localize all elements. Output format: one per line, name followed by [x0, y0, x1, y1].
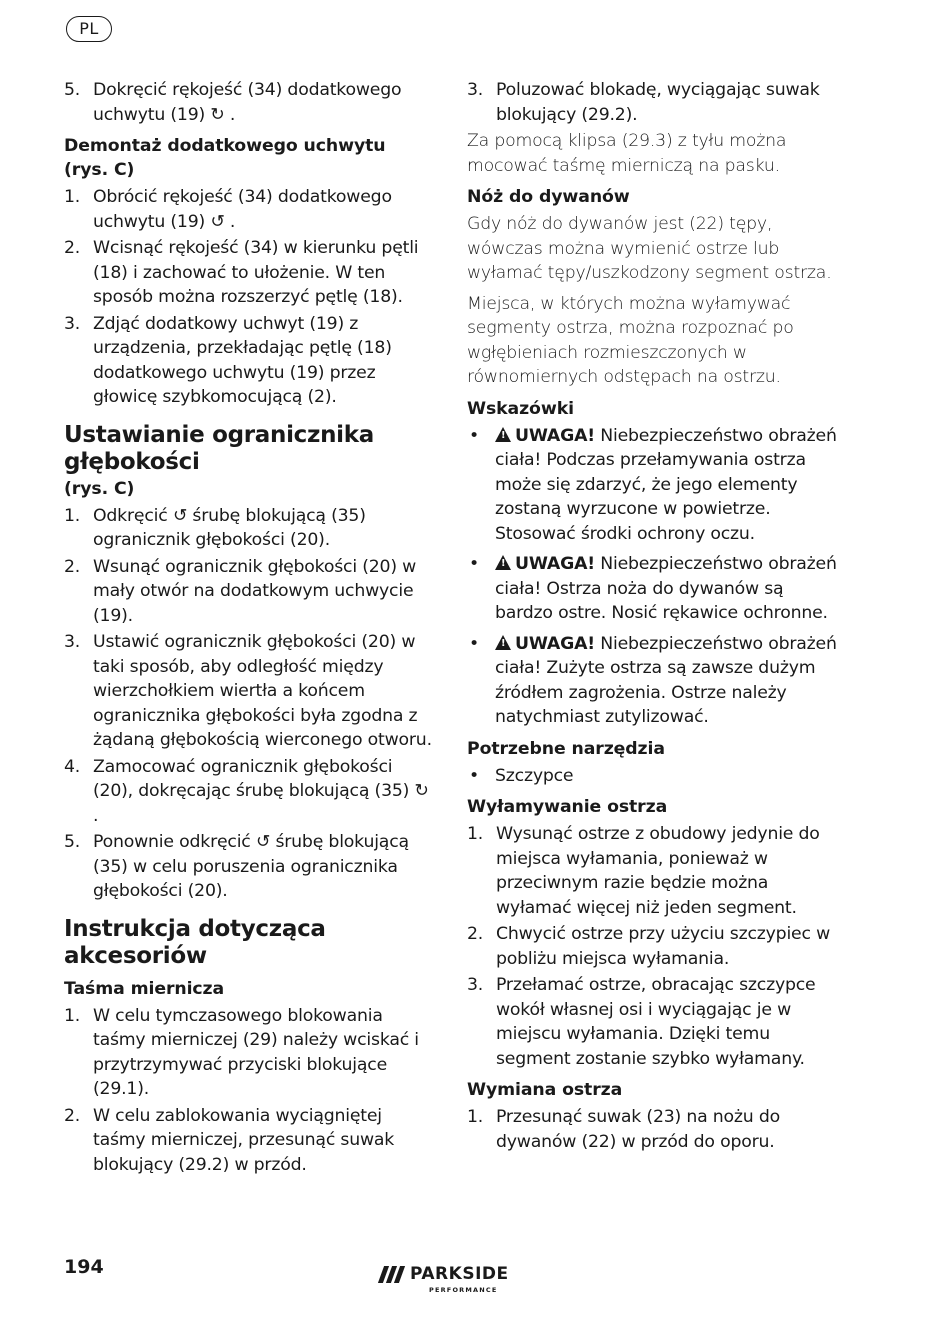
noz-paragraph-2: Miejsca, w których można wyłamywać segmenty ostrza, można rozpoznać po wgłębieniach rozmieszczonych w równomiernych odstępach na ostrzu.	[467, 293, 794, 387]
step-number: 3.	[467, 975, 484, 995]
step-number: 2.	[64, 238, 81, 258]
step-text: Przesunąć suwak (23) na nożu do dywanów (22) w przód do oporu.	[496, 1107, 780, 1152]
step-text: Obrócić rękojeść (34) dodatkowego uchwytu (19) ↺ .	[93, 187, 392, 232]
list-item	[64, 185, 434, 234]
warnings-list	[467, 424, 839, 730]
step-number: 5.	[64, 80, 81, 100]
page-number: 194	[64, 1256, 104, 1278]
wylamywanie-heading: Wyłamywanie ostrza	[467, 797, 668, 817]
step-text: W celu zablokowania wyciągniętej taśmy mierniczej, przesunąć suwak blokujący (29.2) w przód.	[93, 1105, 395, 1175]
akcesoria-heading: Instrukcja dotycząca akcesoriów	[64, 915, 326, 969]
warning-item	[467, 632, 839, 730]
list-item	[467, 973, 839, 1071]
list-item	[64, 1104, 434, 1178]
step-text: Dokręcić rękojeść (34) dodatkowego uchwytu (19) ↻ .	[93, 80, 402, 125]
ogranicznik-steps	[64, 504, 434, 904]
warning-label: UWAGA!	[515, 633, 595, 654]
narzedzia-list	[467, 764, 839, 789]
warning-text: Niebezpieczeństwo obrażeń ciała! Ostrza noża do dywanów są bardzo ostre. Nosić rękawice ochronne.	[495, 554, 837, 623]
warning-triangle-icon	[495, 555, 511, 570]
warning-label: UWAGA!	[515, 554, 595, 574]
ogranicznik-heading: Ustawianie ogranicznika głębokości	[64, 421, 374, 475]
step-text: Odkręcić ↺ śrubę blokującą (35) ogranicznik głębokości (20).	[93, 505, 366, 550]
step-text: W celu tymczasowego blokowania taśmy mierniczej (29) należy wciskać i przytrzymywać przyciski blokujące (29.1).	[93, 1005, 419, 1099]
parkside-logo	[377, 1262, 527, 1298]
wymiana-heading: Wymiana ostrza	[467, 1080, 623, 1100]
step-number: 1.	[64, 187, 81, 207]
step-number: 1.	[467, 1107, 484, 1127]
list-item	[467, 1105, 839, 1154]
step-text: Ponownie odkręcić ↺ śrubę blokującą (35) w celu poruszenia ogranicznika głębokości (20).	[93, 832, 409, 901]
bullet: •	[469, 633, 479, 654]
logo-tagline: PERFORMANCE	[429, 1286, 498, 1294]
step-text: Ustawić ogranicznik głębokości (20) w taki sposób, aby odległość między wierzchołkiem wiertła a końcem ogranicznika głębokości była zgodna z żądaną głębokością wierconego otworu.	[93, 632, 432, 750]
list-item	[64, 312, 434, 410]
step-number: 1.	[64, 505, 81, 526]
noz-heading: Nóż do dywanów	[467, 187, 630, 207]
list-item	[64, 236, 434, 310]
wskazowki-heading: Wskazówki	[467, 398, 574, 419]
wylamywanie-steps	[467, 822, 839, 1071]
step-text: Przełamać ostrze, obracając szczypce wokół własnej osi i wyciągając je w miejscu wyłamania. Dzięki temu segment zostanie szybko wyłamany.	[496, 975, 816, 1069]
step-text: Wysunąć ostrze z obudowy jedynie do miejsca wyłamania, ponieważ w przeciwnym razie będzie można wyłamać więcej niż jeden segment.	[496, 824, 820, 918]
list-item	[64, 1004, 434, 1102]
warning-item	[467, 424, 839, 547]
tool-name: Szczypce	[495, 765, 574, 786]
tasma-steps	[64, 1004, 434, 1178]
list-item	[64, 630, 434, 753]
list-item	[467, 922, 839, 971]
noz-paragraph-1: Gdy nóż do dywanów jest (22) tępy, wówczas można wymienić ostrze lub wyłamać tępy/uszkodzony segment ostrza.	[467, 214, 832, 283]
list-item	[64, 755, 434, 829]
demontaz-steps	[64, 185, 434, 410]
list-item	[467, 764, 839, 789]
list-item	[64, 830, 434, 904]
list-item	[64, 504, 434, 553]
logo-brand-text: PARKSIDE	[410, 1264, 509, 1284]
bullet: •	[469, 425, 479, 446]
tasma-heading: Taśma miernicza	[64, 978, 225, 999]
warning-triangle-icon	[495, 427, 511, 442]
ogranicznik-subheading: (rys. C)	[64, 478, 135, 499]
step-text: Chwycić ostrze przy użyciu szczypiec w pobliżu miejsca wyłamania.	[496, 924, 831, 969]
step-number: 3.	[64, 313, 81, 334]
step-number: 2.	[467, 924, 484, 944]
list-item	[64, 78, 434, 127]
step-text: Wcisnąć rękojeść (34) w kierunku pętli (18) i zachować to ułożenie. W ten sposób można rozszerzyć pętlę (18).	[93, 238, 419, 307]
klips-paragraph: Za pomocą klipsa (29.3) z tyłu można mocować taśmę mierniczą na pasku.	[467, 131, 787, 176]
step-number: 1.	[467, 824, 484, 844]
logo-stripes-icon	[377, 1266, 407, 1283]
warning-triangle-icon	[495, 635, 511, 650]
warning-item	[467, 552, 839, 626]
step-number: 2.	[64, 1105, 81, 1126]
narzedzia-heading: Potrzebne narzędzia	[467, 738, 665, 759]
step-text: Poluzować blokadę, wyciągając suwak blokujący (29.2).	[496, 80, 820, 125]
step-number: 5.	[64, 832, 81, 852]
step-number: 1.	[64, 1005, 81, 1026]
step-text: Zdjąć dodatkowy uchwyt (19) z urządzenia, przekładając pętlę (18) dodatkowego uchwytu (19) przez głowicę szybkomocującą (2).	[93, 313, 392, 407]
wymiana-steps	[467, 1105, 839, 1154]
demontaz-heading: Demontaż dodatkowego uchwytu (rys. C)	[64, 136, 386, 180]
right-column	[467, 78, 839, 1156]
list-item	[467, 822, 839, 920]
warning-label: UWAGA!	[515, 425, 595, 446]
step-number: 2.	[64, 556, 81, 577]
warning-text: Niebezpieczeństwo obrażeń ciała! Zużyte ostrza są zawsze dużym źródłem zagrożenia. Ostrze należy natychmiast zutylizować.	[495, 633, 837, 727]
list-item	[467, 78, 839, 127]
bullet: •	[469, 554, 479, 574]
step-number: 3.	[64, 632, 81, 652]
step-number: 4.	[64, 756, 81, 777]
language-badge: PL	[66, 16, 112, 42]
list-item	[64, 555, 434, 629]
step-text: Wsunąć ogranicznik głębokości (20) w mały otwór na dodatkowym uchwycie (19).	[93, 556, 417, 626]
step-number: 3.	[467, 80, 484, 100]
bullet: •	[469, 765, 479, 786]
warning-text: Niebezpieczeństwo obrażeń ciała! Podczas przełamywania ostrza może się zdarzyć, że jego elementy zostaną wyrzucone w powietrze. Stosować środki ochrony oczu.	[495, 425, 837, 544]
left-column	[64, 78, 434, 1179]
step-text: Zamocować ogranicznik głębokości (20), dokręcając śrubę blokującą (35) ↻ .	[93, 756, 429, 826]
